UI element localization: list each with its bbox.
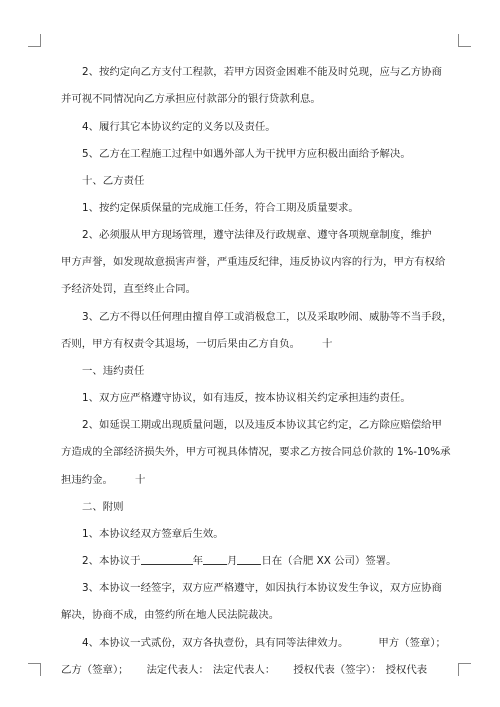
year-label: 年 (192, 555, 203, 567)
stray-mark: 十 (134, 474, 146, 486)
paragraph-line: 方造成的全部经济损失外，甲方可视具体情况，要求乙方按合同总价款的 1%-10%承 (61, 446, 451, 458)
paragraph-line: 2、如延误工期或出现质量问题，以及违反本协议其它约定，乙方除应赔偿给甲 (82, 419, 442, 431)
paragraph-line (61, 334, 332, 354)
paragraph-line: 甲方声誉，如发现故意损害声誉，严重违反纪律，违反协议内容的行为，甲方有权给 (61, 256, 446, 268)
signature-line (61, 660, 427, 680)
section-heading: 十、乙方责任 (82, 175, 145, 187)
signing-date-line (82, 551, 397, 571)
party-a-signature-label: 甲方（签章）； (378, 637, 446, 649)
month-blank (203, 553, 227, 565)
line-text: 否则，甲方有权责令其退场，一切后果由乙方自负。 (61, 338, 300, 350)
line-text: 4、本协议一式贰份，双方各执壹份，具有同等法律效力。 (82, 637, 349, 649)
paragraph-line: 2、必须服从甲方现场管理，遵守法律及行政规章、遵守各项规章制度，维护 (82, 229, 432, 241)
paragraph-line: 1、双方应严格遵守协议，如有违反，按本协议相关约定承担违约责任。 (82, 392, 411, 404)
paragraph-line: 4、履行其它本协议约定的义务以及责任。 (82, 121, 276, 133)
authorized-rep-label: 授权代表 (385, 664, 428, 676)
paragraph-line: 1、按约定保质保量的完成施工任务，符合工期及质量要求。 (82, 202, 359, 214)
authorized-rep-label: 授权代表（签字）： (293, 664, 382, 676)
paragraph-line: 解决，协商不成，由签约所在地人民法院裁决。 (61, 609, 280, 621)
section-heading: 二、附则 (82, 501, 124, 513)
paragraph-line: 3、乙方不得以任何理由擅自停工或消极怠工，以及采取吵闹、威胁等不当手段， (82, 311, 453, 323)
day-label: 日在（合肥 XX 公司）签署。 (261, 555, 397, 567)
paragraph-line (61, 470, 145, 490)
paragraph-line: 3、本协议一经签字，双方应严格遵守，如因执行本协议发生争议，双方应协商 (82, 582, 442, 594)
crop-mark-top-left (28, 34, 41, 47)
paragraph-line (82, 633, 446, 653)
line-text: 2、本协议于 (82, 555, 141, 567)
month-label: 月 (226, 555, 238, 567)
crop-mark-top-right (458, 34, 471, 47)
paragraph-line: 2、按约定向乙方支付工程款，若甲方因资金困难不能及时兑现，应与乙方协商 (82, 66, 442, 78)
crop-mark-bottom-right (458, 663, 471, 676)
stray-mark: 十 (321, 338, 333, 350)
party-b-signature-label: 乙方（签章）； (61, 664, 129, 676)
paragraph-line: 予经济处罚，直至终止合同。 (61, 283, 197, 295)
day-blank (237, 553, 261, 565)
year-blank (141, 553, 193, 565)
paragraph-line: 1、本协议经双方签章后生效。 (82, 528, 224, 540)
legal-rep-label: 法定代表人： (212, 664, 276, 676)
paragraph-line: 5、乙方在工程施工过程中如遇外部人为干扰甲方应积极出面给予解决。 (82, 148, 411, 160)
crop-mark-bottom-left (28, 663, 41, 676)
paragraph-line: 并可视不同情况向乙方承担应付款部分的银行贷款利息。 (61, 93, 321, 105)
section-heading: 一、违约责任 (82, 365, 145, 377)
legal-rep-label: 法定代表人： (146, 664, 209, 676)
line-text: 担违约金。 (61, 474, 113, 486)
